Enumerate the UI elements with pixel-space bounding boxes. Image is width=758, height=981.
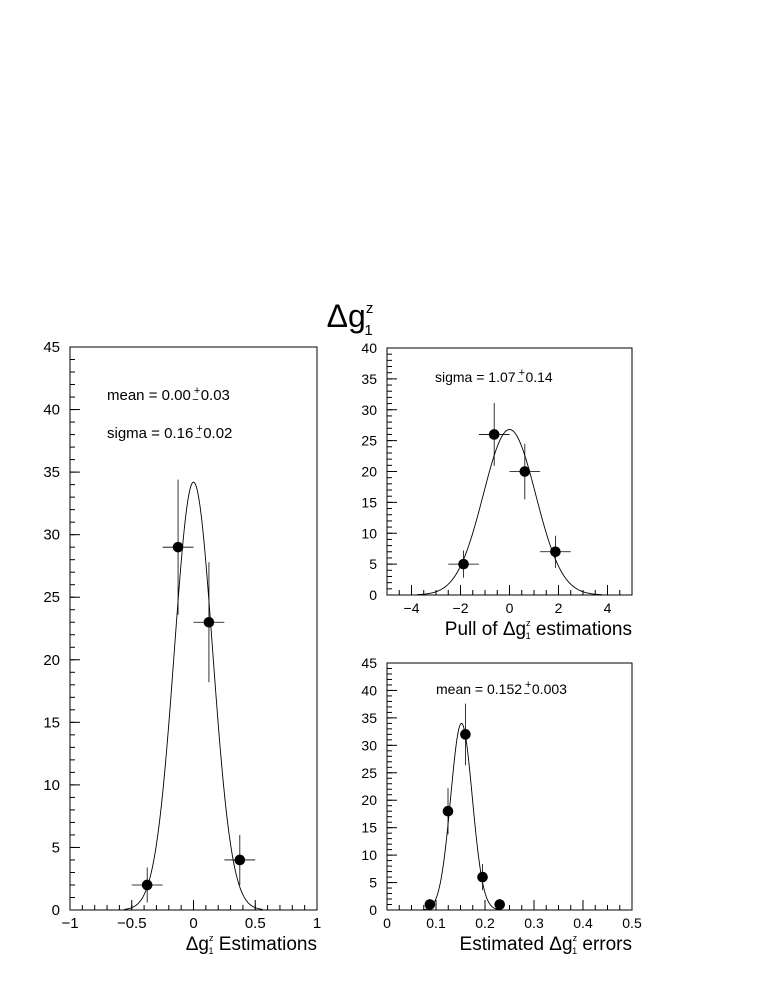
y-tick-label: 0 [369, 587, 377, 603]
x-axis-label-sub: 1 [572, 946, 578, 956]
data-point-3 [540, 536, 571, 568]
y-tick-label: 45 [361, 655, 377, 671]
data-point-0 [448, 551, 479, 578]
figure-title-delta: Δg [326, 298, 366, 334]
x-axis-label [445, 618, 632, 641]
x-tick-label: 1 [312, 915, 322, 932]
gaussian-fit-curve [124, 482, 262, 909]
data-point-0 [132, 867, 163, 902]
y-tick-label: 0 [369, 902, 377, 918]
x-tick-label: 2 [554, 600, 563, 616]
data-marker [460, 729, 471, 740]
data-point-0 [425, 899, 436, 910]
x-axis-label [460, 933, 632, 956]
y-tick-label: 20 [361, 792, 377, 809]
x-axis-label-post: Estimations [213, 934, 317, 955]
data-marker [520, 466, 531, 477]
y-tick-label: 10 [361, 525, 377, 542]
data-marker [489, 429, 500, 440]
x-axis-label-pre: Δg [185, 934, 209, 955]
fit-annotation [107, 385, 230, 406]
y-tick-label: 35 [361, 370, 377, 387]
annotation-label: sigma = 1.07 [435, 369, 516, 385]
minus-sign: − [517, 376, 524, 388]
x-axis-label-sup: z [209, 933, 214, 943]
x-tick-label: 0 [189, 915, 198, 932]
x-tick-label: 0.3 [524, 915, 544, 931]
plus-sign: + [193, 385, 201, 397]
y-tick-label: 0 [51, 902, 60, 919]
x-axis-label-pre: Pull of Δg [444, 619, 527, 640]
x-tick-label: 0.5 [244, 915, 266, 932]
y-tick-label: 25 [43, 589, 60, 607]
x-axis-label [186, 933, 317, 956]
figure-title-sub: 1 [364, 322, 373, 339]
y-tick-label: 45 [43, 339, 60, 356]
y-tick-label: 10 [361, 847, 377, 864]
data-marker [425, 899, 436, 910]
y-tick-label: 15 [361, 819, 377, 836]
minus-sign: − [523, 688, 530, 700]
data-point-1 [163, 480, 194, 615]
x-axis-label-sub: 1 [208, 946, 214, 956]
y-tick-label: 30 [361, 401, 377, 418]
annotation-value: 0.003 [531, 681, 567, 697]
y-tick-label: 25 [361, 764, 377, 781]
x-tick-label: −4 [403, 600, 420, 616]
data-point-3 [477, 864, 488, 890]
data-marker [142, 880, 153, 891]
x-tick-label: 0.1 [426, 915, 446, 931]
x-axis-label-sup: z [526, 618, 531, 628]
plot-frame [387, 663, 632, 910]
x-tick-label: 0.4 [573, 915, 593, 931]
minus-sign: − [194, 432, 202, 444]
x-axis-label-sup: z [572, 933, 578, 943]
data-marker [494, 899, 505, 910]
x-axis-label-post: errors [577, 934, 632, 955]
x-tick-label: −2 [452, 600, 469, 616]
data-marker [173, 542, 184, 553]
y-tick-label: 40 [361, 682, 377, 699]
gaussian-fit-curve [417, 430, 602, 595]
annotation-label: mean = 0.00 [107, 387, 191, 404]
figure-title [327, 298, 374, 339]
chart-pull-estimations [361, 340, 632, 641]
fit-annotation [107, 423, 232, 444]
annotation-value: 0.14 [525, 369, 553, 385]
y-tick-label: 5 [369, 556, 377, 573]
plus-sign: + [525, 679, 532, 691]
x-axis-label-sub: 1 [525, 631, 531, 641]
minus-sign: − [192, 394, 199, 406]
annotation-value: 0.02 [203, 425, 233, 442]
y-tick-label: 40 [43, 401, 60, 419]
y-tick-label: 15 [43, 714, 60, 732]
x-tick-label: 4 [603, 600, 612, 616]
data-point-2 [510, 444, 541, 500]
gaussian-fit-curve [423, 723, 500, 909]
x-axis-label-post: estimations [530, 619, 632, 640]
y-tick-label: 40 [361, 340, 377, 356]
figure-title-sup: z [365, 300, 374, 317]
data-point-1 [479, 403, 510, 466]
annotation-label: mean = 0.152 [436, 681, 523, 697]
x-axis-label-pre: Estimated Δg [459, 934, 573, 955]
y-tick-label: 30 [43, 526, 60, 544]
x-tick-label: 0.5 [622, 915, 642, 931]
data-point-4 [494, 899, 505, 910]
data-marker [458, 559, 469, 570]
plus-sign: + [196, 423, 203, 435]
fit-annotation [435, 367, 553, 388]
y-tick-label: 5 [51, 839, 60, 857]
y-tick-label: 15 [361, 494, 377, 511]
x-tick-label: −1 [61, 915, 79, 932]
data-point-2 [194, 562, 225, 682]
y-tick-label: 20 [361, 463, 377, 480]
chart-left-estimations [43, 339, 321, 956]
data-point-1 [443, 788, 454, 834]
y-tick-label: 20 [43, 651, 60, 669]
data-point-2 [460, 704, 471, 765]
data-marker [477, 872, 488, 883]
data-marker [443, 806, 454, 817]
x-tick-label: 0 [383, 915, 391, 931]
x-tick-label: 0 [505, 600, 514, 616]
data-marker [550, 546, 561, 557]
y-tick-label: 30 [361, 737, 377, 754]
y-tick-label: 35 [361, 709, 377, 726]
plus-sign: + [518, 367, 525, 379]
x-tick-label: 0.2 [475, 915, 495, 931]
x-tick-label: −0.5 [116, 915, 147, 932]
data-point-3 [224, 835, 255, 885]
fit-annotation [436, 679, 567, 700]
y-tick-label: 35 [43, 464, 60, 482]
annotation-value: 0.03 [200, 387, 230, 404]
y-tick-label: 5 [369, 874, 377, 891]
chart-estimated-errors [361, 655, 642, 956]
data-marker [204, 617, 215, 628]
data-marker [235, 855, 246, 866]
annotation-label: sigma = 0.16 [107, 425, 194, 442]
y-tick-label: 25 [361, 432, 377, 449]
y-tick-label: 10 [43, 776, 60, 794]
